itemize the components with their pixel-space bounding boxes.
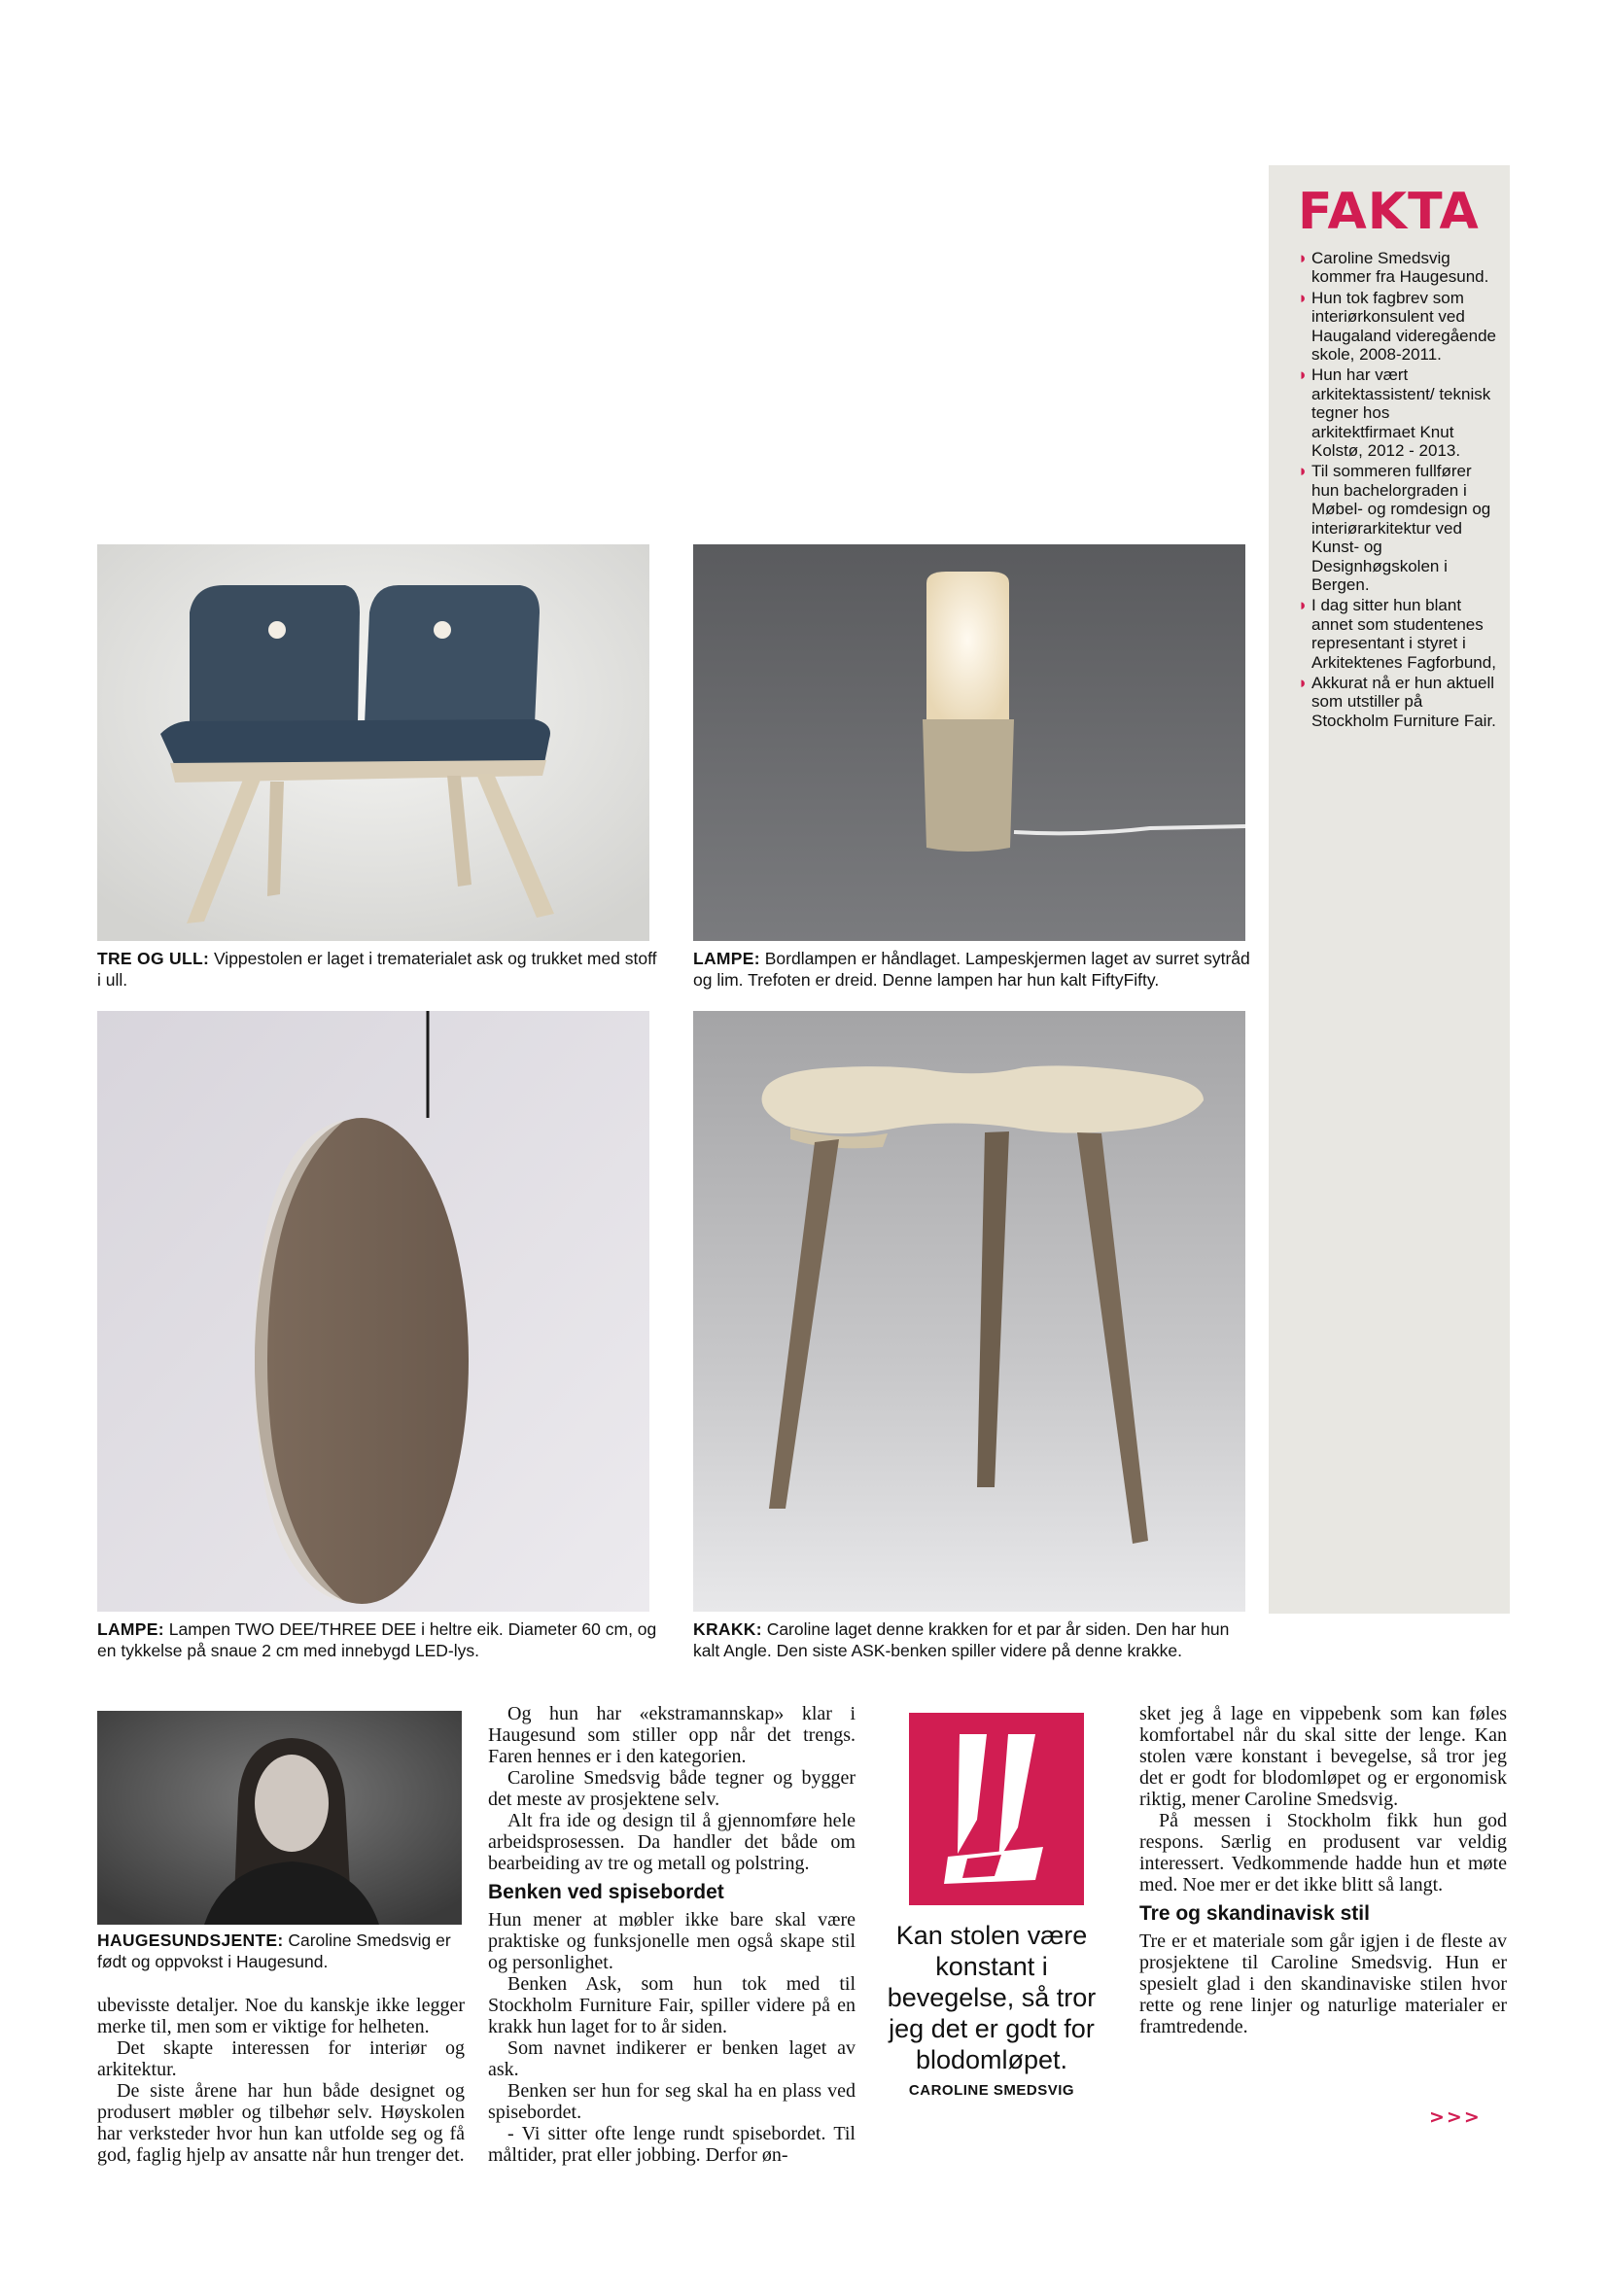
bullet-icon: ◗ <box>1298 462 1309 481</box>
portrait-caption: HAUGESUNDSJENTE: Caroline Smedsvig er født og oppvokst i Haugesund. <box>97 1931 451 1971</box>
fakta-item: ◗ I dag sitter hun blant annet som studentenes representant i styret i Arkitektenes Fagforbund, <box>1298 596 1496 672</box>
pendant-lamp-photo <box>97 1011 649 1612</box>
pull-quote: Kan stolen være konstant i bevegelse, så tror jeg det er godt for blodomløpet. <box>887 1921 1097 2074</box>
bullet-icon: ◗ <box>1298 365 1309 385</box>
stool-caption: KRAKK: Caroline laget denne krakken for et par år siden. Den har hun kalt Angle. Den siste ASK-benken spiller videre på denne krakke. <box>693 1619 1230 1660</box>
pendant-lamp-caption: LAMPE: Lampen TWO DEE/THREE DEE i heltre eik. Diameter 60 cm, og en tykkelse på snaue 2 cm med innebygd LED-lys. <box>97 1619 657 1660</box>
bullet-icon: ◗ <box>1298 249 1309 267</box>
fakta-item: ◗ Akkurat nå er hun aktuell som utstiller på Stockholm Furniture Fair. <box>1298 673 1496 730</box>
article-column-4: sket jeg å lage en vippebenk som kan føles komfortabel når du skal sitte der lenge. Kan stolen være konstant i bevegelse, så tror jeg det er godt for blodomløpet og er ergonomisk riktig, mener Caroline Smedsvig. På messen i Stockholm fikk hun god respons. Særlig en produsent var veldig interessert. Vedkommende hadde hun et møte med. Noe mer er det ikke blitt så langt. Tre og skandinavisk stil Tre er et materiale som går igjen i de fleste av prosjektene til Caroline Smedsvig. Hun er spesielt glad i den skandinaviske stilen hvor rette og rene linjer og naturlige materialer er framtredende. <box>1139 1703 1507 2037</box>
continue-arrows: >>> <box>1429 2106 1482 2128</box>
fakta-item: ◗ Hun har vært arkitektassistent/ teknisk tegner hos arkitektfirmaet Knut Kolstø, 2012 - 2013. <box>1298 365 1491 461</box>
portrait-photo <box>97 1711 462 1925</box>
fakta-item: ◗ Caroline Smedsvig kommer fra Haugesund. <box>1298 249 1489 287</box>
bullet-icon: ◗ <box>1298 288 1309 307</box>
fakta-item: ◗ Hun tok fagbrev som interiørkonsulent ved Haugaland videregående skole, 2008-2011. <box>1298 288 1496 365</box>
fakta-list <box>1298 249 1497 732</box>
pull-quote-author: CAROLINE SMEDSVIG <box>908 2082 1075 2099</box>
table-lamp-photo <box>693 544 1245 941</box>
section-heading: Benken ved spisebordet <box>488 1881 724 1903</box>
section-heading: Tre og skandinavisk stil <box>1139 1902 1370 1925</box>
quote-logo <box>909 1713 1084 1905</box>
stool-photo <box>693 1011 1245 1612</box>
fakta-item: ◗ Til sommeren fullfører hun bachelorgraden i Møbel- og romdesign og interiørarkitektur ved Kunst- og Designhøgskolen i Bergen. <box>1298 462 1491 594</box>
article-column-2: Og hun har «ekstramannskap» klar i Haugesund som stiller opp når det trengs. Faren hennes er i den kategorien. Caroline Smedsvig både tegner og bygger det meste av prosjektene selv. Alt fra ide og design til å gjennomføre hele arbeidsprosessen. Da handler det både om bearbeiding av tre og metall og polstring. Benken ved spisebordet Hun mener at møbler ikke bare skal være praktiske og funksjonelle men også skape stil og personlighet. Benken Ask, som hun tok med til Stockholm Furniture Fair, spiller videre på en krakk hun laget for to år siden. Som navnet indikerer er benken laget av ask. Benken ser hun for seg skal ha en plass ved spisebordet. - Vi sitter ofte lenge rundt spisebordet. Til måltider, prat eller jobbing. Derfor øn- <box>488 1703 856 2166</box>
article-column-1: ubevisste detaljer. Noe du kanskje ikke legger merke til, men som er viktige for helheten. Det skapte interessen for interiør og arkitektur. De siste årene har hun både designet og produsert møbler og tilbehør selv. Høyskolen har verksteder hvor hun kan utfolde seg og få god, faglig hjelp av ansatte når hun trenger det. <box>97 1995 465 2166</box>
fakta-box <box>1269 165 1510 1614</box>
bench-photo <box>97 544 649 941</box>
bullet-icon: ◗ <box>1298 596 1309 615</box>
bullet-icon: ◗ <box>1298 673 1309 692</box>
fakta-title: FAKTA <box>1298 183 1480 241</box>
bench-caption: TRE OG ULL: Vippestolen er laget i trematerialet ask og trukket med stoff i ull. <box>97 949 657 990</box>
table-lamp-caption: LAMPE: Bordlampen er håndlaget. Lampeskjermen laget av surret sytråd og lim. Trefoten er dreid. Denne lampen har hun kalt FiftyFifty. <box>693 949 1250 990</box>
